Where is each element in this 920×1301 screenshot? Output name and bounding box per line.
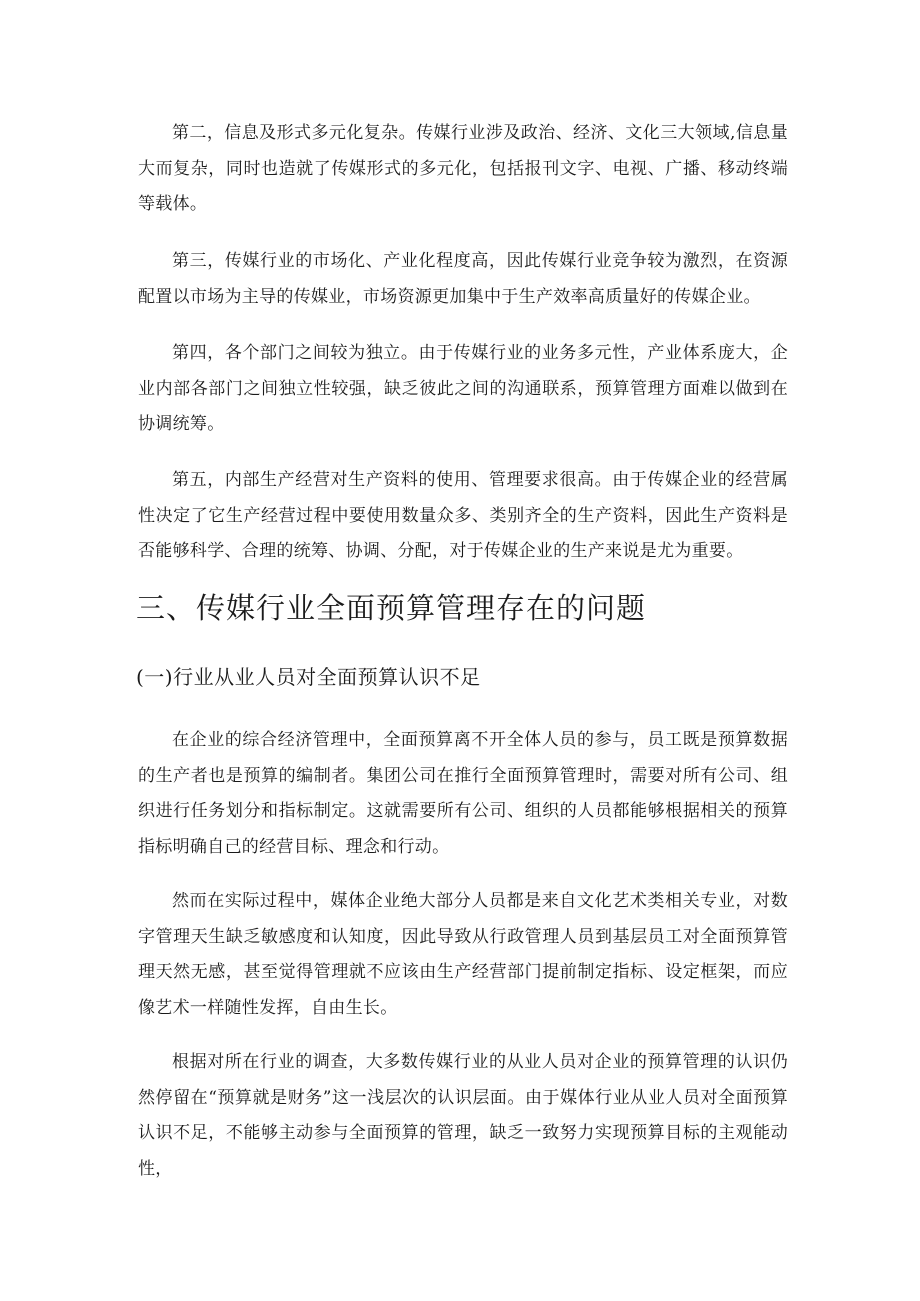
paragraph-second-point: 第二，信息及形式多元化复杂。传媒行业涉及政治、经济、文化三大领域,信息量大而复杂，同时也造就了传媒形式的多元化，包括报刊文字、电视、广播、移动终端等载体。	[138, 123, 788, 214]
paragraph-fourth-point: 第四，各个部门之间较为独立。由于传媒行业的业务多元性，产业体系庞大，企业内部各部门之间独立性较强，缺乏彼此之间的沟通联系，预算管理方面难以做到在协调统筹。	[138, 343, 788, 434]
section-heading: 三、传媒行业全面预算管理存在的问题	[136, 591, 647, 625]
paragraph-third-point: 第三，传媒行业的市场化、产业化程度高，因此传媒行业竞争较为激烈，在资源配置以市场为主导的传媒业，市场资源更加集中于生产效率高质量好的传媒企业。	[138, 251, 788, 307]
paragraph-budget-participation: 在企业的综合经济管理中，全面预算离不开全体人员的参与，员工既是预算数据的生产者也是预算的编制者。集团公司在推行全面预算管理时，需要对所有公司、组织进行任务划分和指标制定。这就需要所有公司、组织的人员都能够根据相关的预算指标明确自己的经营目标、理念和行动。	[138, 730, 788, 857]
subsection-heading: (一)行业从业人员对全面预算认识不足	[136, 665, 481, 689]
paragraph-industry-survey: 根据对所在行业的调查，大多数传媒行业的从业人员对企业的预算管理的认识仍然停留在“预算就是财务”这一浅层次的认识层面。由于媒体行业从业人员对全面预算认识不足，不能够主动参与全面预算的管理，缺乏一致努力实现预算目标的主观能动性，	[138, 1052, 788, 1179]
paragraph-fifth-point: 第五，内部生产经营对生产资料的使用、管理要求很高。由于传媒企业的经营属性决定了它生产经营过程中要使用数量众多、类别齐全的生产资料，因此生产资料是否能够科学、合理的统筹、协调、分配，对于传媒企业的生产来说是尤为重要。	[138, 470, 788, 561]
paragraph-practice-issues: 然而在实际过程中，媒体企业绝大部分人员都是来自文化艺术类相关专业，对数字管理天生缺乏敏感度和认知度，因此导致从行政管理人员到基层员工对全面预算管理天然无感，甚至觉得管理就不应该由生产经营部门提前制定指标、设定框架，而应像艺术一样随性发挥，自由生长。	[138, 891, 788, 1018]
